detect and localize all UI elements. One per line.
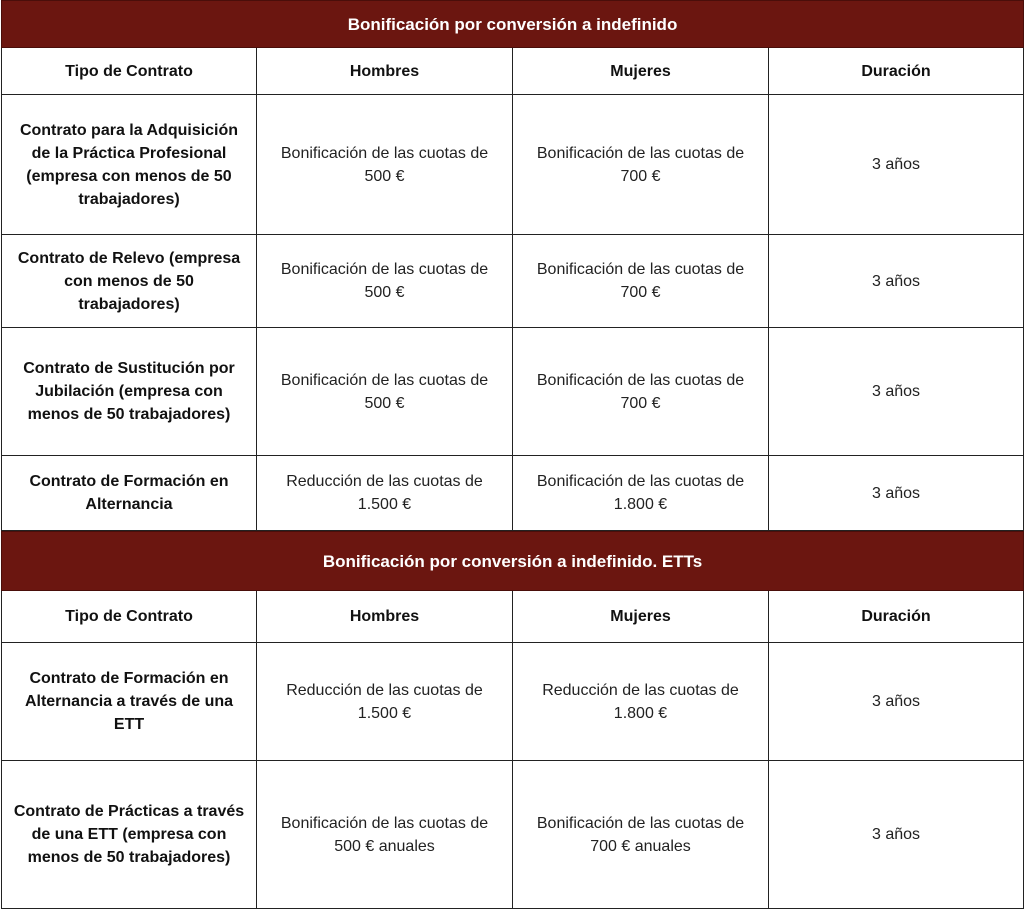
column-header-men: Hombres bbox=[257, 48, 513, 95]
column-header-men: Hombres bbox=[257, 591, 513, 643]
men-bonus-cell: Bonificación de las cuotas de 500 € bbox=[257, 328, 513, 456]
women-bonus-cell: Bonificación de las cuotas de 1.800 € bbox=[513, 456, 769, 531]
column-header-type: Tipo de Contrato bbox=[2, 591, 257, 643]
bonus-table-2 bbox=[1, 531, 1024, 909]
table-title: Bonificación por conversión a indefinido. ETTs bbox=[2, 532, 1024, 591]
women-bonus-cell: Bonificación de las cuotas de 700 € bbox=[513, 328, 769, 456]
contract-type-cell: Contrato de Formación en Alternancia bbox=[2, 456, 257, 531]
duration-cell: 3 años bbox=[769, 95, 1024, 235]
duration-cell: 3 años bbox=[769, 235, 1024, 328]
bonus-table-1 bbox=[1, 0, 1024, 531]
women-bonus-cell: Bonificación de las cuotas de 700 € bbox=[513, 95, 769, 235]
table-row bbox=[2, 235, 1024, 328]
men-bonus-cell: Bonificación de las cuotas de 500 € bbox=[257, 235, 513, 328]
men-bonus-cell: Reducción de las cuotas de 1.500 € bbox=[257, 643, 513, 761]
women-bonus-cell: Bonificación de las cuotas de 700 € bbox=[513, 235, 769, 328]
table-row bbox=[2, 95, 1024, 235]
contract-type-cell: Contrato de Relevo (empresa con menos de 50 trabajadores) bbox=[2, 235, 257, 328]
table-row bbox=[2, 328, 1024, 456]
duration-cell: 3 años bbox=[769, 328, 1024, 456]
contract-type-cell: Contrato para la Adquisición de la Práctica Profesional (empresa con menos de 50 trabajadores) bbox=[2, 95, 257, 235]
table-row bbox=[2, 761, 1024, 909]
column-header-type: Tipo de Contrato bbox=[2, 48, 257, 95]
women-bonus-cell: Bonificación de las cuotas de 700 € anuales bbox=[513, 761, 769, 909]
men-bonus-cell: Reducción de las cuotas de 1.500 € bbox=[257, 456, 513, 531]
women-bonus-cell: Reducción de las cuotas de 1.800 € bbox=[513, 643, 769, 761]
table-row bbox=[2, 643, 1024, 761]
column-header-duration: Duración bbox=[769, 48, 1024, 95]
men-bonus-cell: Bonificación de las cuotas de 500 € bbox=[257, 95, 513, 235]
duration-cell: 3 años bbox=[769, 761, 1024, 909]
contract-type-cell: Contrato de Prácticas a través de una ETT (empresa con menos de 50 trabajadores) bbox=[2, 761, 257, 909]
contract-type-cell: Contrato de Sustitución por Jubilación (empresa con menos de 50 trabajadores) bbox=[2, 328, 257, 456]
duration-cell: 3 años bbox=[769, 643, 1024, 761]
table-title: Bonificación por conversión a indefinido bbox=[2, 1, 1024, 48]
column-header-women: Mujeres bbox=[513, 591, 769, 643]
duration-cell: 3 años bbox=[769, 456, 1024, 531]
column-header-women: Mujeres bbox=[513, 48, 769, 95]
table-row bbox=[2, 456, 1024, 531]
contract-type-cell: Contrato de Formación en Alternancia a través de una ETT bbox=[2, 643, 257, 761]
men-bonus-cell: Bonificación de las cuotas de 500 € anuales bbox=[257, 761, 513, 909]
column-header-duration: Duración bbox=[769, 591, 1024, 643]
